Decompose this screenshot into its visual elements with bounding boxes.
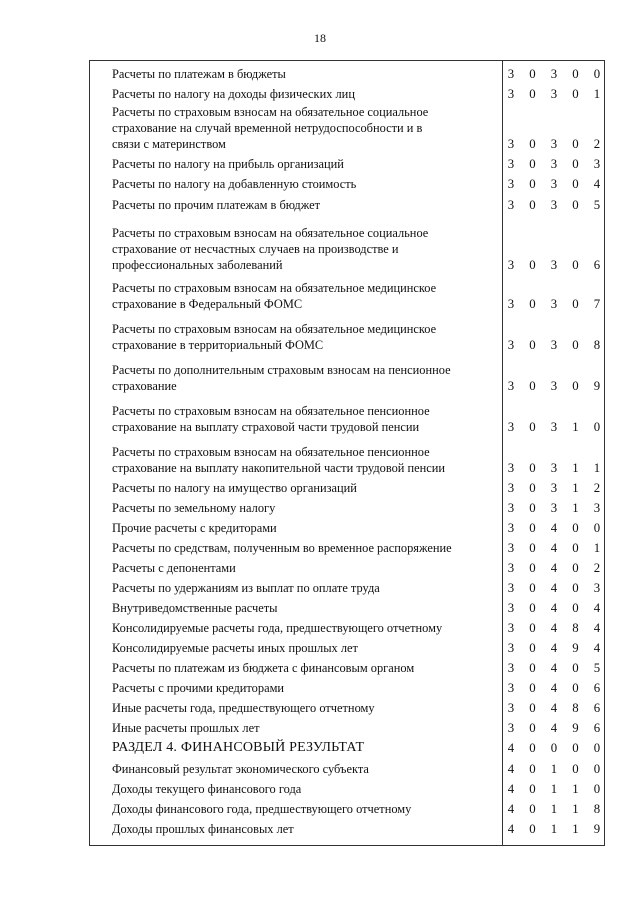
- account-code-digit: 0: [572, 661, 579, 675]
- account-code-digit: 0: [529, 701, 536, 715]
- account-code-digit: 4: [507, 822, 515, 836]
- account-code-digit: 0: [572, 258, 579, 272]
- account-code-digit: 4: [550, 681, 558, 695]
- account-code-digit: 0: [529, 297, 536, 311]
- account-code: [505, 136, 603, 152]
- account-code-digit: 3: [550, 297, 558, 311]
- account-code-digit: 3: [507, 137, 515, 151]
- account-code-digit: 4: [507, 782, 515, 796]
- account-code-digit: 0: [572, 741, 579, 755]
- account-code-digit: 3: [507, 67, 515, 81]
- account-name: Расчеты по страховым взносам на обязательное социальное страхование на случай временной нетрудоспособности и в связи с материнством: [112, 105, 429, 151]
- account-code-digit: 3: [507, 420, 515, 434]
- account-code: [505, 520, 603, 536]
- account-name: Расчеты по налогу на добавленную стоимость: [112, 177, 357, 191]
- account-code-digit: 3: [507, 701, 515, 715]
- account-code: [505, 480, 603, 496]
- account-code-digit: 0: [529, 762, 536, 776]
- account-code-digit: 3: [507, 601, 515, 615]
- account-name: Расчеты по налогу на прибыль организаций: [112, 157, 344, 171]
- account-code-digit: 3: [550, 87, 558, 101]
- account-code-digit: 3: [507, 338, 515, 352]
- account-code-digit: 3: [550, 258, 558, 272]
- account-code-digit: 4: [550, 641, 558, 655]
- account-code-digit: 1: [550, 782, 558, 796]
- account-code-digit: 0: [529, 641, 536, 655]
- account-code-digit: 3: [593, 581, 601, 595]
- account-code-digit: 0: [529, 741, 536, 755]
- account-code-digit: 0: [529, 338, 536, 352]
- account-code-digit: 0: [572, 541, 579, 555]
- account-name: Расчеты по налогу на имущество организаций: [112, 481, 357, 495]
- account-code-digit: 4: [593, 641, 601, 655]
- account-code-digit: 1: [572, 501, 579, 515]
- account-code-digit: 0: [572, 561, 579, 575]
- account-code-digit: 3: [507, 157, 515, 171]
- account-name: Расчеты по прочим платежам в бюджет: [112, 198, 321, 212]
- account-name: Расчеты по платежам в бюджеты: [112, 67, 286, 81]
- column-divider: [502, 61, 503, 845]
- account-code-digit: 3: [507, 541, 515, 555]
- account-code-digit: 3: [550, 420, 558, 434]
- account-code-digit: 4: [507, 762, 515, 776]
- account-code-digit: 1: [572, 802, 579, 816]
- account-code-digit: 1: [593, 461, 601, 475]
- account-name: Консолидируемые расчеты иных прошлых лет: [112, 641, 358, 655]
- account-code-digit: 3: [550, 481, 558, 495]
- account-code-digit: 0: [572, 338, 579, 352]
- account-name: Финансовый результат экономического субъекта: [112, 762, 369, 776]
- account-code: [505, 680, 603, 696]
- account-code-digit: 0: [593, 741, 601, 755]
- account-code-digit: 0: [572, 379, 579, 393]
- account-code-digit: 0: [529, 420, 536, 434]
- account-code-digit: 8: [593, 802, 601, 816]
- account-code-digit: 3: [550, 501, 558, 515]
- account-code-digit: 0: [529, 87, 536, 101]
- account-code-digit: 1: [550, 822, 558, 836]
- account-code: [505, 378, 603, 394]
- account-code-digit: 1: [550, 762, 558, 776]
- account-code-digit: 8: [593, 338, 601, 352]
- account-code: [505, 156, 603, 172]
- account-code-digit: 1: [572, 822, 579, 836]
- account-code-digit: 0: [593, 67, 601, 81]
- account-name: Консолидируемые расчеты года, предшествующего отчетному: [112, 621, 443, 635]
- account-code-digit: 3: [593, 157, 601, 171]
- account-code-digit: 8: [572, 621, 579, 635]
- account-code: [505, 781, 603, 797]
- account-code: [505, 700, 603, 716]
- account-code-digit: 0: [529, 822, 536, 836]
- account-code-digit: 0: [529, 501, 536, 515]
- account-code: [505, 720, 603, 736]
- account-code-digit: 0: [550, 741, 558, 755]
- account-code-digit: 4: [550, 601, 558, 615]
- account-name: Расчеты по платежам из бюджета с финансовым органом: [112, 661, 415, 675]
- account-code-digit: 4: [550, 721, 558, 735]
- account-code-digit: 0: [572, 297, 579, 311]
- account-code-digit: 1: [572, 420, 579, 434]
- account-code-digit: 0: [572, 177, 579, 191]
- account-name: Расчеты по страховым взносам на обязательное социальное страхование от несчастных случаев на производстве и профессиональных заболеваний: [112, 226, 429, 272]
- account-code-digit: 4: [550, 521, 558, 535]
- account-code: [505, 560, 603, 576]
- account-code-digit: 6: [593, 258, 601, 272]
- account-code-digit: 1: [593, 541, 601, 555]
- account-code-digit: 3: [507, 641, 515, 655]
- account-code-digit: 4: [550, 561, 558, 575]
- account-name: Расчеты по дополнительным страховым взносам на пенсионное страхование: [112, 363, 451, 393]
- account-code-digit: 3: [550, 338, 558, 352]
- account-code: [505, 600, 603, 616]
- account-name: Внутриведомственные расчеты: [112, 601, 278, 615]
- account-code-digit: 0: [529, 721, 536, 735]
- account-code-digit: 3: [507, 297, 515, 311]
- account-name: Иные расчеты прошлых лет: [112, 721, 260, 735]
- account-code-digit: 0: [529, 177, 536, 191]
- account-code-digit: 3: [550, 379, 558, 393]
- account-code-digit: 0: [529, 258, 536, 272]
- account-name: Расчеты по земельному налогу: [112, 501, 276, 515]
- account-code-digit: 0: [572, 681, 579, 695]
- account-code: [505, 257, 603, 273]
- account-code-digit: 1: [572, 461, 579, 475]
- account-code-digit: 0: [593, 521, 601, 535]
- account-code-digit: 0: [529, 157, 536, 171]
- account-name: Доходы прошлых финансовых лет: [112, 822, 294, 836]
- account-name: Расчеты по удержаниям из выплат по оплате труда: [112, 581, 380, 595]
- account-code: [505, 801, 603, 817]
- account-code-digit: 9: [593, 822, 601, 836]
- account-name: Иные расчеты года, предшествующего отчетному: [112, 701, 375, 715]
- account-code-digit: 4: [550, 701, 558, 715]
- account-name: Доходы текущего финансового года: [112, 782, 302, 796]
- account-code-digit: 4: [593, 177, 601, 191]
- account-code-digit: 2: [593, 561, 601, 575]
- account-name: Расчеты по страховым взносам на обязательное пенсионное страхование на выплату страховой части трудовой пенсии: [112, 404, 430, 434]
- account-code: [505, 540, 603, 556]
- account-code: [505, 500, 603, 516]
- account-code-digit: 3: [507, 258, 515, 272]
- account-code: [505, 460, 603, 476]
- account-code-digit: 4: [550, 661, 558, 675]
- account-code-digit: 0: [572, 521, 579, 535]
- account-code-digit: 3: [507, 481, 515, 495]
- account-code-digit: 0: [572, 198, 579, 212]
- account-code-digit: 0: [572, 601, 579, 615]
- account-code-digit: 0: [529, 782, 536, 796]
- account-code-digit: 3: [593, 501, 601, 515]
- account-code-digit: 4: [507, 741, 515, 755]
- account-code-digit: 6: [593, 681, 601, 695]
- account-code-digit: 3: [507, 581, 515, 595]
- account-code-digit: 3: [550, 198, 558, 212]
- account-name: Расчеты по средствам, полученным во временное распоряжение: [112, 541, 452, 555]
- account-code-digit: 0: [572, 762, 579, 776]
- account-code-digit: 0: [572, 157, 579, 171]
- account-code-digit: 3: [507, 379, 515, 393]
- account-code: [505, 296, 603, 312]
- account-code-digit: 3: [507, 681, 515, 695]
- account-name: Расчеты по налогу на доходы физических лиц: [112, 87, 355, 101]
- account-code-digit: 3: [507, 461, 515, 475]
- account-code-digit: 0: [529, 379, 536, 393]
- account-code-digit: 3: [507, 621, 515, 635]
- account-code-digit: 1: [593, 87, 601, 101]
- account-code-digit: 3: [507, 521, 515, 535]
- account-code-digit: 3: [550, 137, 558, 151]
- account-code: [505, 761, 603, 777]
- account-code-digit: 0: [593, 762, 601, 776]
- account-code-digit: 0: [529, 661, 536, 675]
- account-code-digit: 6: [593, 721, 601, 735]
- account-code-digit: 6: [593, 701, 601, 715]
- account-code-digit: 3: [550, 461, 558, 475]
- account-code-digit: 0: [529, 461, 536, 475]
- section-heading: РАЗДЕЛ 4. ФИНАНСОВЫЙ РЕЗУЛЬТАТ: [112, 740, 365, 755]
- account-code-digit: 1: [572, 481, 579, 495]
- account-code-digit: 5: [593, 661, 601, 675]
- account-code-digit: 7: [593, 297, 601, 311]
- account-code-digit: 4: [550, 621, 558, 635]
- account-code-digit: 1: [572, 782, 579, 796]
- account-code-digit: 1: [550, 802, 558, 816]
- account-code: [505, 419, 603, 435]
- account-code-digit: 3: [550, 157, 558, 171]
- account-name: Доходы финансового года, предшествующего отчетному: [112, 802, 412, 816]
- account-code: [505, 337, 603, 353]
- account-code: [505, 176, 603, 192]
- account-code: [505, 740, 603, 756]
- account-code: [505, 197, 603, 213]
- account-code-digit: 2: [593, 481, 601, 495]
- account-code: [505, 66, 603, 82]
- account-name: Расчеты с прочими кредиторами: [112, 681, 285, 695]
- account-code-table: [89, 60, 605, 846]
- account-code-digit: 3: [507, 561, 515, 575]
- account-code-digit: 9: [572, 641, 579, 655]
- account-code-digit: 3: [507, 721, 515, 735]
- account-code-digit: 5: [593, 198, 601, 212]
- account-code-digit: 4: [507, 802, 515, 816]
- account-code-digit: 3: [507, 87, 515, 101]
- account-name: Расчеты по страховым взносам на обязательное медицинское страхование в территориальный ФОМС: [112, 322, 437, 352]
- account-name: Расчеты с депонентами: [112, 561, 236, 575]
- account-code: [505, 620, 603, 636]
- account-code-digit: 4: [550, 541, 558, 555]
- account-code-digit: 0: [529, 802, 536, 816]
- account-code-digit: 0: [593, 782, 601, 796]
- account-code-digit: 4: [593, 621, 601, 635]
- account-name: Прочие расчеты с кредиторами: [112, 521, 277, 535]
- account-code-digit: 4: [593, 601, 601, 615]
- account-code-digit: 0: [529, 561, 536, 575]
- account-code-digit: 2: [593, 137, 601, 151]
- account-code-digit: 3: [550, 67, 558, 81]
- account-code-digit: 0: [529, 137, 536, 151]
- account-code: [505, 86, 603, 102]
- account-code-digit: 0: [529, 198, 536, 212]
- account-code: [505, 580, 603, 596]
- account-code-digit: 3: [550, 177, 558, 191]
- account-code-digit: 0: [529, 581, 536, 595]
- account-code-digit: 3: [507, 198, 515, 212]
- account-code-digit: 3: [507, 501, 515, 515]
- account-code-digit: 8: [572, 701, 579, 715]
- account-code-digit: 0: [529, 601, 536, 615]
- page-number: 18: [314, 31, 326, 45]
- account-name: Расчеты по страховым взносам на обязательное медицинское страхование в Федеральный ФОМС: [112, 281, 437, 311]
- account-code-digit: 4: [550, 581, 558, 595]
- account-code-digit: 0: [529, 67, 536, 81]
- account-code-digit: 0: [529, 681, 536, 695]
- account-code-digit: 0: [529, 481, 536, 495]
- account-code-digit: 3: [507, 661, 515, 675]
- account-name: Расчеты по страховым взносам на обязательное пенсионное страхование на выплату накопительной части трудовой пенсии: [112, 445, 446, 475]
- account-code-digit: 0: [572, 87, 579, 101]
- account-code-digit: 0: [593, 420, 601, 434]
- account-code-digit: 0: [572, 581, 579, 595]
- account-code-digit: 0: [572, 67, 579, 81]
- account-code: [505, 640, 603, 656]
- account-code-digit: 0: [529, 621, 536, 635]
- account-code-digit: 3: [507, 177, 515, 191]
- account-code: [505, 821, 603, 837]
- account-code-digit: 9: [593, 379, 601, 393]
- account-code: [505, 660, 603, 676]
- account-code-digit: 0: [529, 521, 536, 535]
- account-code-digit: 0: [572, 137, 579, 151]
- account-code-digit: 9: [572, 721, 579, 735]
- account-code-digit: 0: [529, 541, 536, 555]
